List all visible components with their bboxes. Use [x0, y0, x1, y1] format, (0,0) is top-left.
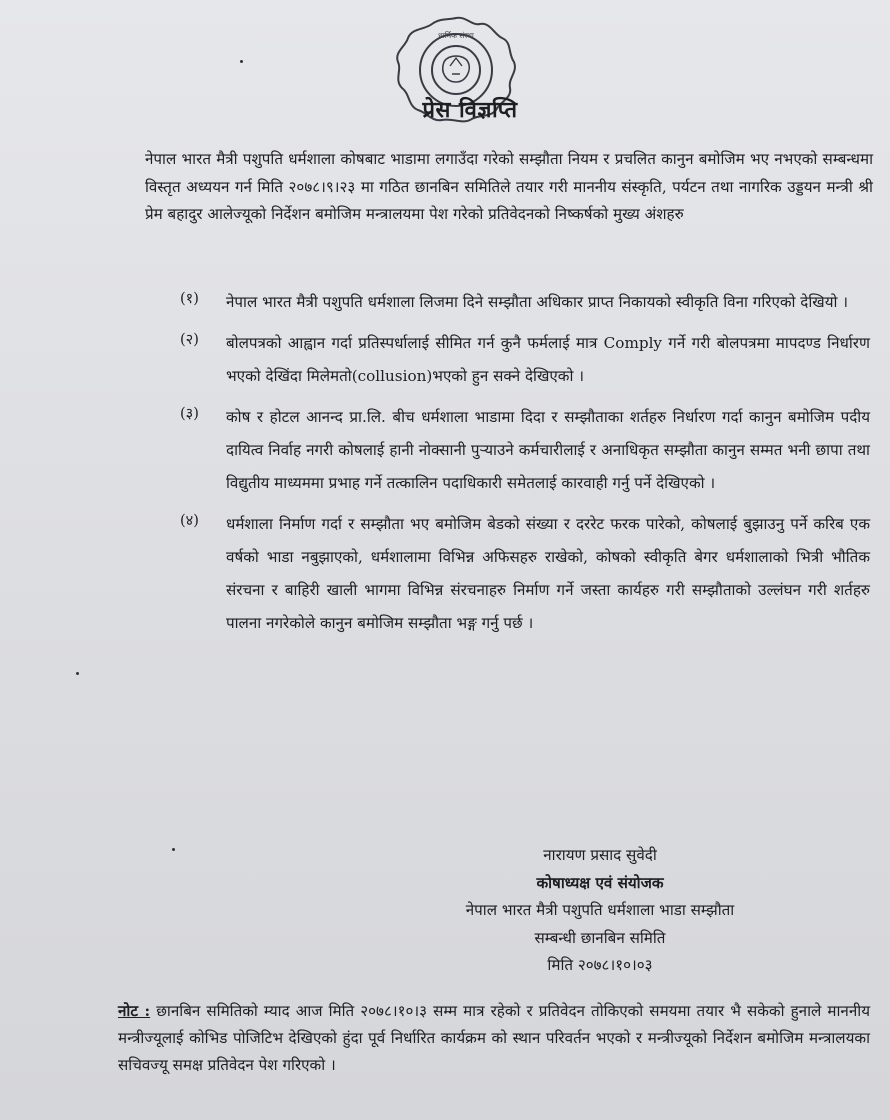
- note-paragraph: [118, 998, 870, 1079]
- finding-text: कोष र होटल आनन्द प्रा.लि. बीच धर्मशाला भाडामा दिदा र सम्झौताका शर्तहरु निर्धारण गर्दा कानुन बमोजिम पदीय दायित्व निर्वाह नगरी कोषलाई हानी नोक्सानी पुऱ्याउने कर्मचारीलाई र अनाधिकृत सम्झौता कानुन सम्मत भनी छापा तथा विद्युतीय माध्यममा प्रभाह गर्ने तत्कालिन पदाधिकारी समेतलाई कारवाही गर्नु पर्ने देखिएको ।: [226, 408, 870, 492]
- finding-text: नेपाल भारत मैत्री पशुपति धर्मशाला लिजमा दिने सम्झौता अधिकार प्राप्त निकायको स्वीकृति विना गरिएको देखियो ।: [226, 293, 849, 311]
- finding-number: (४): [180, 513, 199, 529]
- note-text: छानबिन समितिको म्याद आज मिति २०७८।१०।३ सम्म मात्र रहेको र प्रतिवेदन तोकिएको समयमा तयार भै सकेको हुनाले माननीय मन्त्रीज्यूलाई कोभिड पोजिटिभ देखिएको हुंदा पूर्व निर्धारित कार्यक्रम को स्थान परिवर्तन भएको र मन्त्रीज्यूको निर्देशन बमोजिम मन्त्रालयका सचिवज्यू समक्ष प्रतिवेदन पेश गरिएको ।: [118, 1002, 871, 1074]
- finding-item: [180, 327, 870, 393]
- seal-text: धार्मिक संस्था: [438, 31, 474, 40]
- ink-speck: [76, 672, 79, 675]
- finding-text: बोलपत्रको आह्वान गर्दा प्रतिस्पर्धालाई सीमित गर्न कुनै फर्मलाई मात्र Comply गर्ने गरी बोलपत्रमा मापदण्ड निर्धारण भएको देखिंदा मिलेमतो(collusion)भएको हुन सक्ने देखिएको ।: [226, 334, 870, 385]
- committee-name-line1: नेपाल भारत मैत्री पशुपति धर्मशाला भाडा सम्झौता: [465, 901, 735, 919]
- intro-paragraph: [145, 146, 873, 229]
- intro-text: नेपाल भारत मैत्री पशुपति धर्मशाला कोषबाट भाडामा लगाउँदा गरेको सम्झौता नियम र प्रचलित कानुन बमोजिम भए नभएको सम्बन्धमा विस्तृत अध्ययन गर्न मिति २०७८।९।२३ मा गठित छानबिन समितिले तयार गरी माननीय संस्कृति, पर्यटन तथा नागरिक उड्डयन मन्त्री श्री प्रेम बहादुर आलेज्यूको निर्देशन बमोजिम मन्त्रालयमा पेश गरेको प्रतिवेदनको निष्कर्षको मुख्य अंशहरु: [145, 150, 873, 223]
- finding-item: [180, 508, 870, 640]
- ink-speck: [240, 60, 243, 63]
- finding-number: (१): [180, 291, 199, 307]
- committee-name-line2: सम्बन्धी छानबिन समिति: [534, 928, 666, 947]
- ink-speck: [172, 848, 175, 851]
- signature-date: मिति २०७८।१०।०३: [547, 956, 653, 974]
- finding-item: [180, 286, 870, 319]
- finding-text: धर्मशाला निर्माण गर्दा र सम्झौता भए बमोजिम बेडको संख्या र दररेट फरक पारेको, कोषलाई बुझाउनु पर्ने करिब एक वर्षको भाडा नबुझाएको, धर्मशालामा विभिन्न अफिसहरु राखेको, कोषको स्वीकृति बेगर धर्मशालाको भित्री भौतिक संरचना र बाहिरी खाली भागमा विभिन्न संरचनाहरु निर्माण गर्ने जस्ता कार्यहरु गरी सम्झौताको उल्लंघन गरी शर्तहरु पालना नगरेकोले कानुन बमोजिम सम्झौता भङ्ग गर्नु पर्छ ।: [226, 515, 870, 632]
- finding-item: [180, 401, 870, 500]
- signature-block: [360, 842, 840, 980]
- finding-number: (२): [180, 332, 199, 348]
- findings-list: [180, 286, 870, 648]
- page-title: प्रेस विज्ञप्ति: [422, 97, 518, 123]
- signatory-title: कोषाध्यक्ष एवं संयोजक: [536, 873, 664, 892]
- signatory-name: नारायण प्रसाद सुवेदी: [543, 846, 657, 864]
- note-label: नोट :: [118, 1002, 151, 1020]
- finding-number: (३): [180, 406, 199, 422]
